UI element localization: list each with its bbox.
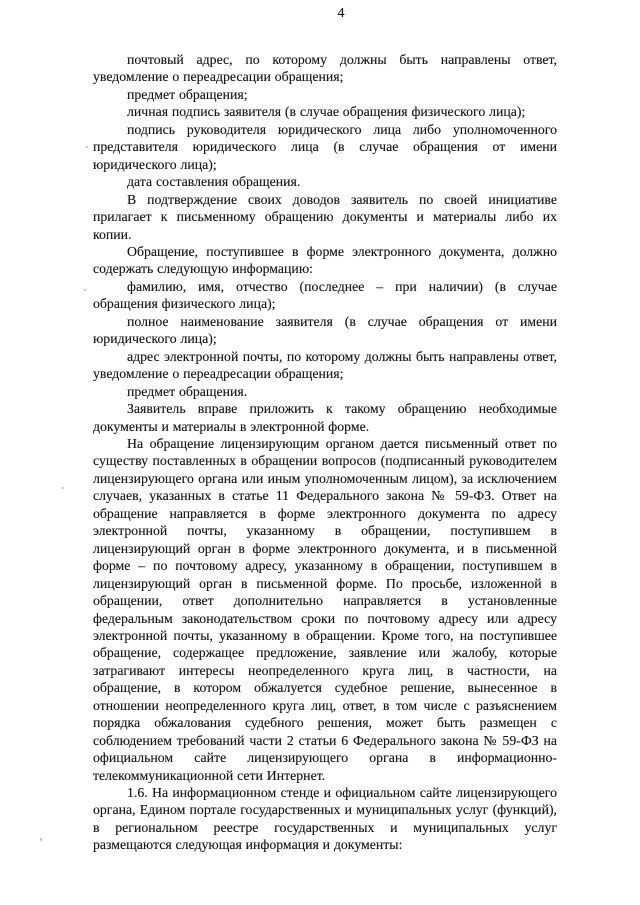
- scan-artifact: [62, 487, 64, 489]
- paragraph: В подтверждение своих доводов заявитель по своей инициативе прилагает к письменному обращению документы и материалы либо их копии.: [93, 191, 557, 242]
- document-body: [93, 51, 557, 854]
- page-number: 4: [337, 6, 345, 21]
- paragraph: полное наименование заявителя (в случае обращения от имени юридического лица);: [93, 313, 557, 347]
- paragraph: На обращение лицензирующим органом дается письменный ответ по существу поставленных в обращении вопросов (подписанный руководителем лицензирующего органа или иным уполномоченным лицом), за исключением случаев, указанных в статье 11 Федерального закона № 59-ФЗ. Ответ на обращение направляется в форме электронного документа по адресу электронной почты, указанному в обращении, поступившем в лицензирующий орган в форме электронного документа, и в письменной форме – по почтовому адресу, указанному в обращении, поступившем в лицензирующий орган в письменной форме. По просьбе, изложенной в обращении, ответ дополнительно направляется в установленные федеральным законодательством сроки по почтовому адресу или адресу электронной почты, указанному в обращении. Кроме того, на поступившее обращение, содержащее предложение, заявление или жалобу, которые затрагивают интересы неопределенного круга лиц, в частности, на обращение, в котором обжалуется судебное решение, вынесенное в отношении неопределенного круга лиц, ответ, в том числе с разъяснением порядка обжалования судебного решения, может быть размещен с соблюдением требований части 2 статьи 6 Федерального закона № 59-ФЗ на официальном сайте лицензирующего органа в информационно-телекоммуникационной сети Интернет.: [93, 435, 557, 783]
- paragraph: предмет обращения;: [127, 86, 248, 102]
- scan-artifact: [40, 838, 42, 841]
- paragraph: Заявитель вправе приложить к такому обращению необходимые документы и материалы в электронной форме.: [93, 401, 557, 434]
- paragraph: 1.6. На информационном стенде и официальном сайте лицензирующего органа, Едином портале государственных и муниципальных услуг (функций), в региональном реестре государственных и муниципальных услуг размещаются следующая информация и документы:: [93, 785, 557, 853]
- paragraph: предмет обращения.: [127, 383, 248, 399]
- scan-artifact: [84, 289, 86, 291]
- paragraph: почтовый адрес, по которому должны быть направлены ответ, уведомление о переадресации обращения;: [93, 52, 557, 85]
- paragraph: адрес электронной почты, по которому должны быть направлены ответ, уведомление о переадресации обращения;: [93, 348, 557, 382]
- paragraph: подпись руководителя юридического лица либо уполномоченного представителя юридического лица (в случае обращения от имени юридического лица);: [93, 121, 557, 172]
- paragraph: личная подпись заявителя (в случае обращения физического лица);: [127, 104, 526, 120]
- paragraph: Обращение, поступившее в форме электронного документа, должно содержать следующую информацию:: [93, 243, 557, 277]
- paragraph: дата составления обращения.: [127, 174, 301, 190]
- paragraph: фамилию, имя, отчество (последнее – при наличии) (в случае обращения физического лица);: [93, 278, 557, 312]
- scan-artifact: [86, 146, 88, 148]
